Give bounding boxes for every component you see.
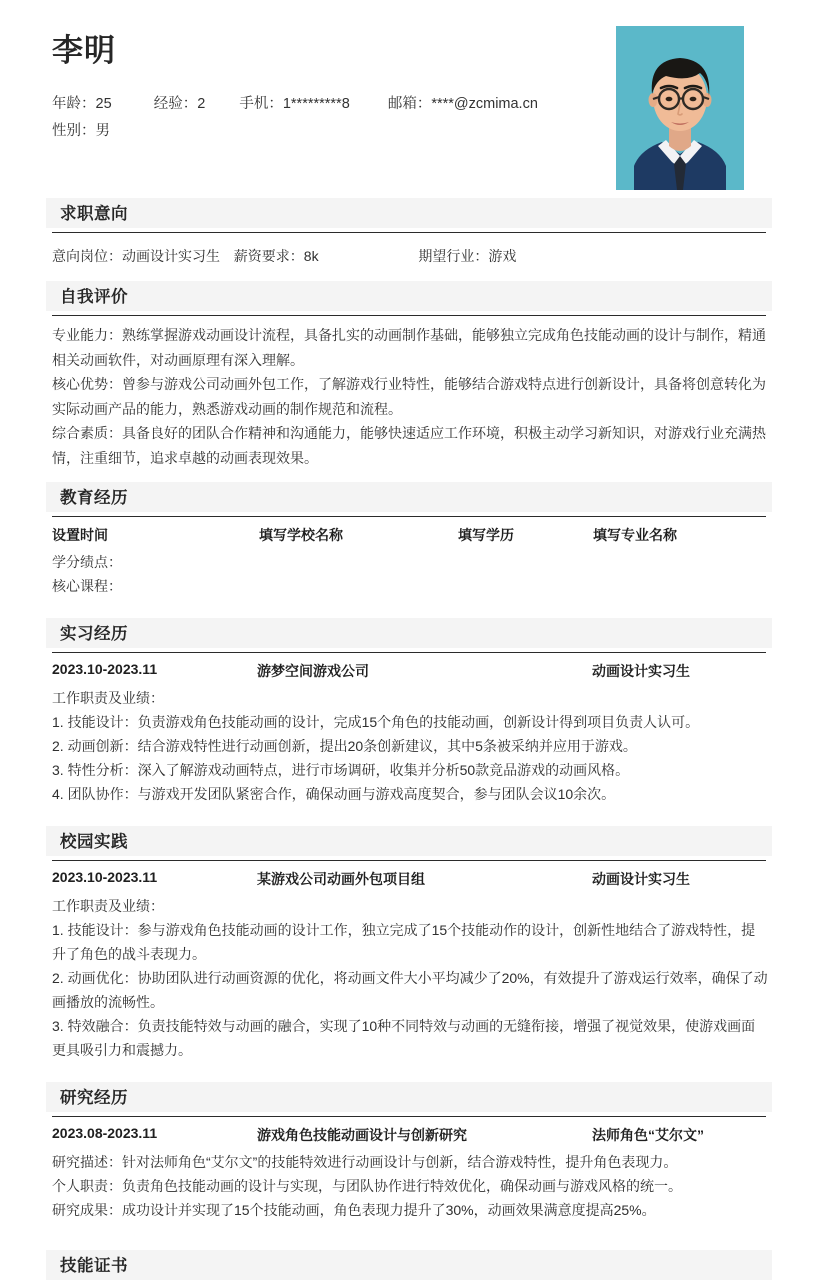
field-age xyxy=(52,91,112,118)
section-title-internship: 实习经历 xyxy=(60,625,128,643)
research-responsibility: 个人职责：负责角色技能动画的设计与实现，与团队协作进行特效优化，确保动画与游戏风格的统一。 xyxy=(52,1178,682,1194)
section-header xyxy=(52,200,768,230)
education-degree: 填写学历 xyxy=(458,527,514,543)
section-title-job-intention: 求职意向 xyxy=(60,205,128,223)
intent-salary xyxy=(234,243,319,269)
self-evaluation-paragraph: 核心优势：曾参与游戏公司动画外包工作，了解游戏行业特性，能够结合游戏特点进行创新设计，具备将创意转化为实际动画产品的能力，熟悉游戏动画的制作规范和流程。 xyxy=(52,376,766,417)
campus-company: 某游戏公司动画外包项目组 xyxy=(257,871,425,887)
education-courses-label: 核心课程： xyxy=(52,578,122,594)
intent-salary-label: 薪资要求： xyxy=(233,248,304,264)
campus-role: 动画设计实习生 xyxy=(592,871,690,887)
campus-date: 2023.10-2023.11 xyxy=(52,869,158,885)
intent-position-value: 动画设计实习生 xyxy=(122,248,220,264)
campus-duty-item: 3. 特效融合：负责技能特效与动画的融合，实现了10种不同特效与动画的无缝衔接，增强了视觉效果，使游戏画面更具吸引力和震撼力。 xyxy=(52,1018,756,1058)
section-title-self-evaluation: 自我评价 xyxy=(60,288,128,306)
section-title-certificates: 技能证书 xyxy=(60,1257,128,1275)
field-phone xyxy=(239,91,349,118)
internship-role: 动画设计实习生 xyxy=(592,663,690,679)
section-title-campus-practice: 校园实践 xyxy=(60,833,128,851)
intent-industry xyxy=(418,243,516,269)
field-phone-label: 手机： xyxy=(239,95,283,112)
section-title-education: 教育经历 xyxy=(60,489,128,507)
section-header xyxy=(52,1084,768,1114)
education-gpa-label: 学分绩点： xyxy=(52,554,122,570)
section-job-intention xyxy=(0,200,820,269)
job-intention-row xyxy=(52,243,768,269)
education-school: 填写学校名称 xyxy=(259,527,343,543)
spacer xyxy=(52,1062,768,1070)
research-outcome: 研究成果：成功设计并实现了15个技能动画，角色表现力提升了30%，动画效果满意度提高25%。 xyxy=(52,1202,656,1218)
internship-company: 游梦空间游戏公司 xyxy=(257,663,369,679)
section-header xyxy=(52,484,768,514)
section-divider xyxy=(52,315,766,316)
research-date: 2023.08-2023.11 xyxy=(52,1125,158,1141)
intent-salary-value: 8k xyxy=(303,248,319,264)
section-header xyxy=(52,828,768,858)
spacer xyxy=(52,806,768,814)
research-topic: 游戏角色技能动画设计与创新研究 xyxy=(257,1127,467,1143)
self-evaluation-paragraph: 综合素质：具备良好的团队合作精神和沟通能力，能够快速适应工作环境，积极主动学习新知识，对游戏行业充满热情，注重细节，追求卓越的动画表现效果。 xyxy=(52,425,766,466)
intent-position xyxy=(52,243,220,269)
internship-duty-item: 1. 技能设计：负责游戏角色技能动画的设计，完成15个角色的技能动画，创新设计得到项目负责人认可。 xyxy=(52,714,700,730)
field-gender xyxy=(52,118,110,145)
section-divider xyxy=(52,232,766,233)
field-gender-label: 性别： xyxy=(52,122,96,139)
section-internship xyxy=(0,620,820,814)
internship-duty-item: 3. 特性分析：深入了解游戏动画特点，进行市场调研，收集并分析50款竞品游戏的动画风格。 xyxy=(52,762,630,778)
field-phone-value: 1*********8 xyxy=(282,95,350,112)
spacer xyxy=(52,598,768,606)
section-divider xyxy=(52,652,766,653)
section-title-research: 研究经历 xyxy=(60,1089,128,1107)
internship-entry-row xyxy=(52,661,768,684)
portrait-photo-icon xyxy=(616,26,744,190)
education-time: 设置时间 xyxy=(52,527,108,543)
research-details xyxy=(52,1150,768,1222)
campus-duties-label: 工作职责及业绩： xyxy=(52,898,164,914)
field-email-value: ****@zcmima.cn xyxy=(431,95,538,112)
research-description: 研究描述：针对法师角色“艾尔文”的技能特效进行动画设计与创新，结合游戏特性，提升角色表现力。 xyxy=(52,1154,678,1170)
section-divider xyxy=(52,860,766,861)
internship-duty-item: 4. 团队协作：与游戏开发团队紧密合作，确保动画与游戏高度契合，参与团队会议10余次。 xyxy=(52,786,616,802)
field-email-label: 邮箱： xyxy=(387,95,432,112)
avatar xyxy=(616,26,744,190)
page-title: 李明 xyxy=(52,33,116,68)
intent-industry-value: 游戏 xyxy=(488,248,517,264)
field-experience-label: 经验： xyxy=(153,95,198,112)
field-experience-value: 2 xyxy=(197,95,206,112)
self-evaluation-body xyxy=(52,323,768,470)
campus-duty-item: 2. 动画优化：协助团队进行动画资源的优化，将动画文件大小平均减少了20%，有效提升了游戏运行效率，确保了动画播放的流畅性。 xyxy=(52,970,768,1010)
spacer xyxy=(52,1222,768,1238)
internship-date: 2023.10-2023.11 xyxy=(52,661,158,677)
field-email xyxy=(388,91,538,118)
intent-industry-label: 期望行业： xyxy=(418,248,489,264)
section-header xyxy=(52,283,768,313)
section-campus-practice xyxy=(0,828,820,1070)
self-evaluation-paragraph: 专业能力：熟练掌握游戏动画设计流程，具备扎实的动画制作基础，能够独立完成角色技能动画的设计与制作，精通相关动画软件，对动画原理有深入理解。 xyxy=(52,327,766,368)
field-age-label: 年龄： xyxy=(52,95,96,112)
internship-duties-label: 工作职责及业绩： xyxy=(52,690,164,706)
section-education xyxy=(0,484,820,606)
resume-header xyxy=(0,0,820,186)
research-entry-row xyxy=(52,1125,768,1148)
internship-duties xyxy=(52,686,768,806)
internship-duty-item: 2. 动画创新：结合游戏特性进行动画创新，提出20条创新建议，其中5条被采纳并应用于游戏。 xyxy=(52,738,637,754)
research-role: 法师角色“艾尔文” xyxy=(592,1127,704,1143)
campus-duty-item: 1. 技能设计：参与游戏角色技能动画的设计工作，独立完成了15个技能动作的设计，创新性地结合了游戏特性，提升了角色的战斗表现力。 xyxy=(52,922,756,962)
education-major: 填写专业名称 xyxy=(593,527,677,543)
field-gender-value: 男 xyxy=(95,122,110,139)
campus-entry-row xyxy=(52,869,768,892)
intent-position-label: 意向岗位： xyxy=(52,248,122,264)
field-age-value: 25 xyxy=(95,95,112,112)
section-divider xyxy=(52,516,766,517)
section-certificates xyxy=(0,1252,820,1282)
section-header xyxy=(52,620,768,650)
section-research xyxy=(0,1084,820,1238)
education-row xyxy=(52,525,768,548)
education-details xyxy=(52,550,768,598)
campus-duties xyxy=(52,894,768,1062)
section-divider xyxy=(52,1116,766,1117)
field-experience xyxy=(154,91,206,118)
section-self-evaluation xyxy=(0,283,820,470)
section-header xyxy=(52,1252,768,1282)
